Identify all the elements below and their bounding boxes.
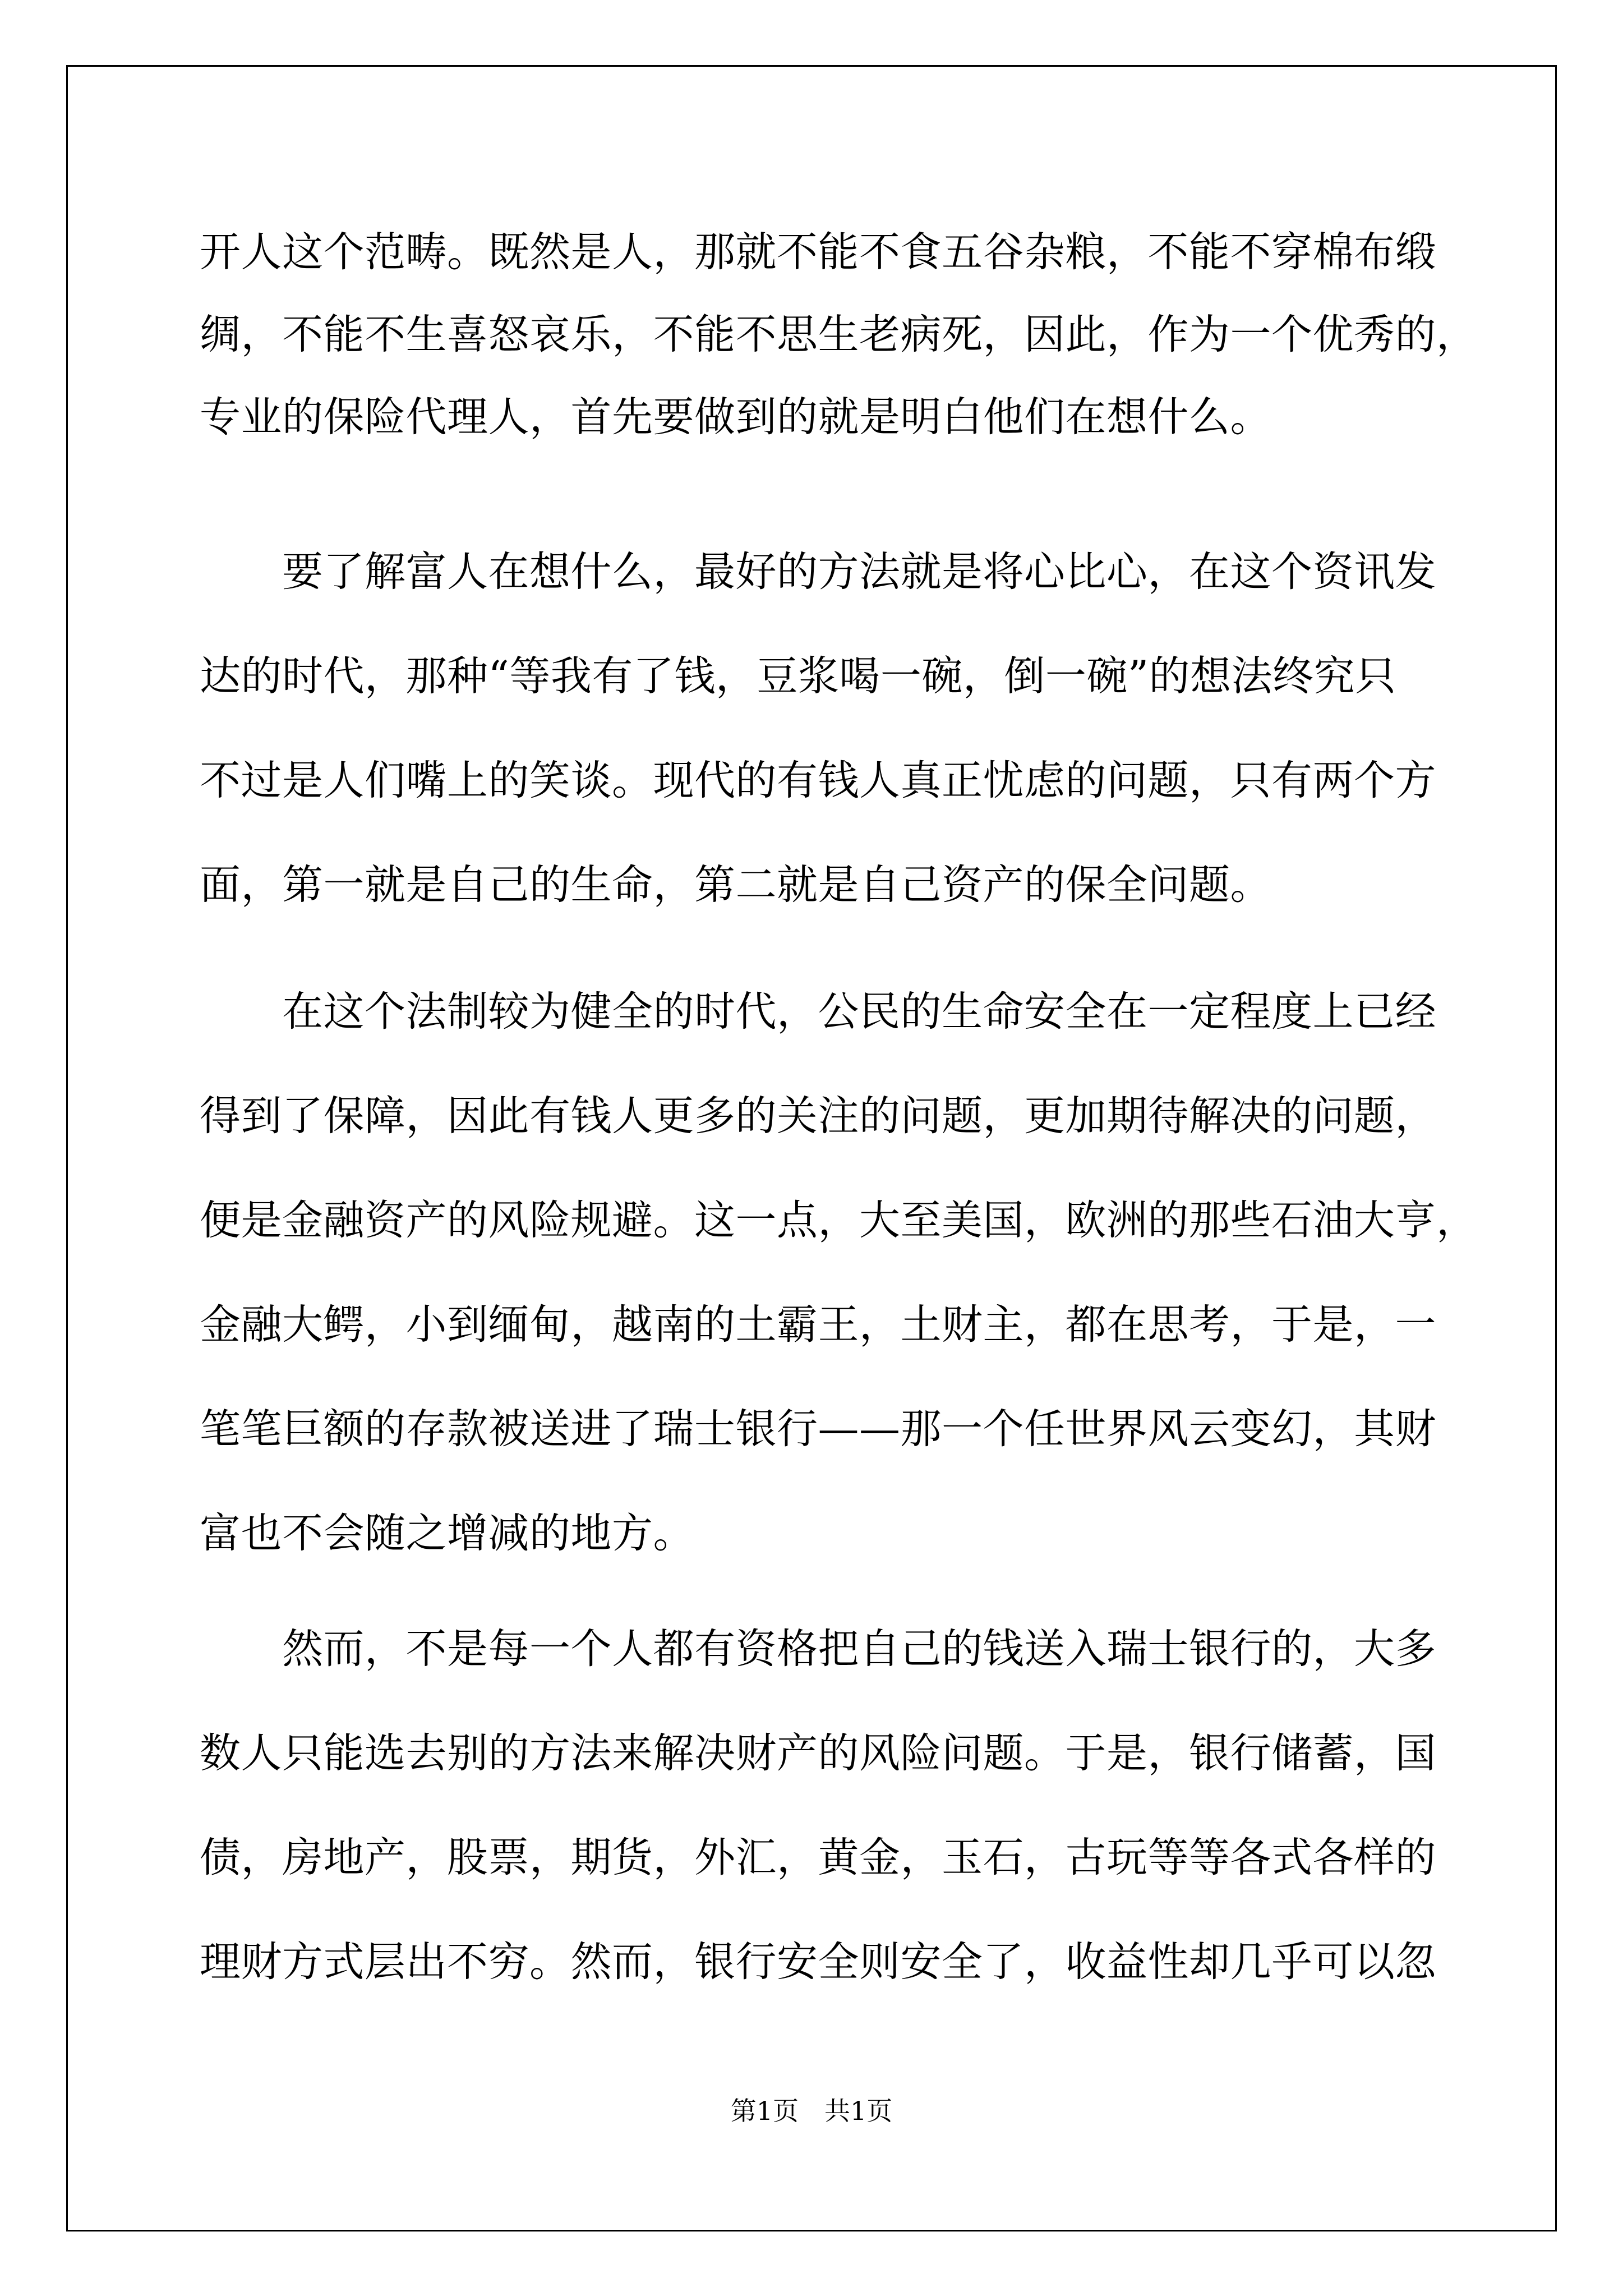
text-line: 开人这个范畴。既然是人，那就不能不食五谷杂粮，不能不穿棉布缎: [200, 228, 1436, 276]
text-line: 得到了保障，因此有钱人更多的关注的问题，更加期待解决的问题，: [200, 1092, 1436, 1140]
text-line: 面，第一就是自己的生命，第二就是自己资产的保全问题。: [200, 861, 1271, 909]
text-line: 数人只能选去别的方法来解决财产的风险问题。于是，银行储蓄，国: [200, 1729, 1436, 1777]
text-line: 金融大鳄，小到缅甸，越南的土霸王，土财主，都在思考，于是，一: [200, 1301, 1436, 1349]
text-line: 便是金融资产的风险规避。这一点，大至美国，欧洲的那些石油大亨，: [200, 1197, 1478, 1244]
text-line: 不过是人们嘴上的笑谈。现代的有钱人真正忧虑的问题，只有两个方: [200, 757, 1436, 804]
text-line: 专业的保险代理人，首先要做到的就是明白他们在想什么。: [200, 393, 1271, 441]
text-line: 然而，不是每一个人都有资格把自己的钱送入瑞士银行的，大多: [200, 1625, 1436, 1673]
text-line: 富也不会随之增减的地方。: [200, 1510, 694, 1557]
page-number-footer: 第1页 共1页: [730, 2096, 893, 2126]
text-line: 在这个法制较为健全的时代，公民的生命安全在一定程度上已经: [200, 988, 1436, 1036]
text-line: 理财方式层出不穷。然而，银行安全则安全了，收益性却几乎可以忽: [200, 1938, 1436, 1986]
text-line: 笔笔巨额的存款被送进了瑞士银行——那一个任世界风云变幻，其财: [200, 1405, 1436, 1453]
text-line: 绸，不能不生喜怒哀乐，不能不思生老病死，因此，作为一个优秀的，: [200, 311, 1478, 358]
text-line: 债，房地产，股票，期货，外汇，黄金，玉石，古玩等等各式各样的: [200, 1834, 1436, 1881]
text-line: 要了解富人在想什么，最好的方法就是将心比心，在这个资讯发: [200, 548, 1436, 596]
text-line: 达的时代，那种“等我有了钱，豆浆喝一碗，倒一碗”的想法终究只: [200, 652, 1396, 700]
